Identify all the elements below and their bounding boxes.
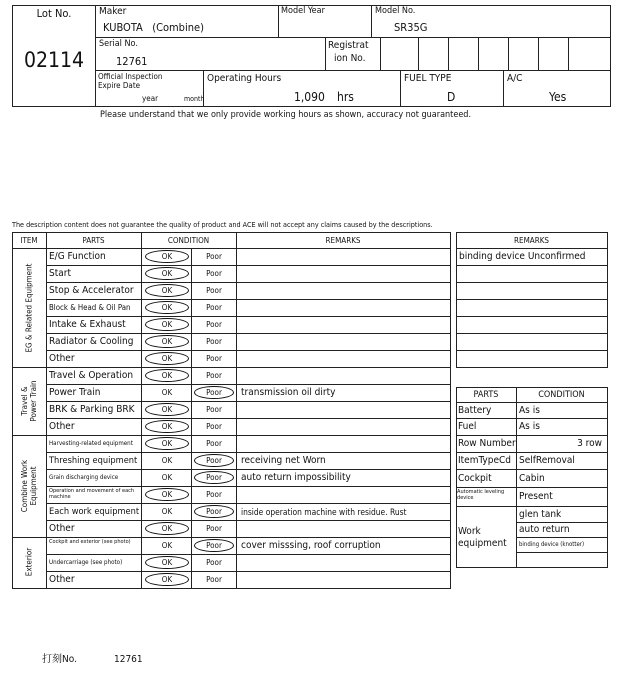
part-label: Harvesting-related equipment (49, 439, 133, 447)
part-label: Start (49, 268, 71, 279)
group-label: EG & Related Equipment (24, 263, 34, 353)
selection-circle (145, 318, 189, 331)
inspection-label-1: Official Inspection (98, 72, 163, 81)
hours-value: 1,090 (294, 90, 325, 104)
ok-option: OK (161, 456, 173, 465)
lot-number: 02114 (23, 48, 85, 72)
part-label: Undercarriage (see photo) (49, 558, 123, 566)
selection-circle (145, 352, 189, 365)
remark-text: transmission oil dirty (241, 387, 336, 398)
ac-label: A/C (507, 73, 523, 84)
maker-value: KUBOTA (Combine) (103, 21, 204, 34)
month-label: month (184, 95, 205, 103)
part-label: Threshing equipment (49, 455, 138, 467)
maker-label: Maker (99, 6, 127, 17)
work-equipment-value: glen tank (519, 508, 562, 520)
selection-circle (194, 471, 234, 484)
part-label: Operation and movement of each machine (49, 488, 135, 501)
work-equipment-value: auto return (519, 524, 570, 535)
year-label: year (142, 94, 159, 103)
fuel-type-value: D (447, 90, 456, 104)
fuel-type-label: FUEL TYPE (404, 73, 452, 84)
selection-circle (145, 301, 189, 314)
selection-circle (145, 267, 189, 280)
part-label: Cockpit and exterior (see photo) (49, 539, 131, 545)
condition-header: CONDITION (167, 236, 210, 245)
selection-circle (145, 488, 189, 501)
ok-option: OK (161, 286, 173, 295)
ok-option: OK (161, 490, 173, 499)
selection-circle (145, 437, 189, 450)
ok-option: OK (161, 541, 173, 550)
spec-part-label: Battery (458, 404, 492, 416)
poor-option: Poor (206, 541, 222, 550)
selection-circle (145, 556, 189, 569)
remark-text: receiving net Worn (241, 455, 326, 466)
spec-part-label: Fuel (458, 421, 477, 432)
poor-option: Poor (206, 422, 222, 431)
spec-value: Cabin (519, 472, 545, 484)
selection-circle (194, 539, 234, 552)
work-equipment-label-1: Work (458, 526, 481, 537)
part-label: Other (49, 421, 75, 432)
model-year-label: Model Year (281, 6, 325, 16)
registration-label-1: Registrat (328, 40, 369, 51)
selection-circle (145, 335, 189, 348)
part-label: Power Train (49, 387, 101, 398)
registration-label-2: ion No. (334, 53, 366, 64)
part-label: Travel & Operation (49, 370, 134, 381)
parts-header: PARTS (82, 236, 105, 245)
group-label: Combine Work Equipment (19, 459, 38, 513)
remark-text: auto return impossibility (241, 472, 351, 483)
poor-option: Poor (206, 439, 222, 448)
part-label: Other (49, 353, 75, 364)
ok-option: OK (161, 252, 173, 261)
spec-value: Present (519, 491, 553, 502)
part-label: Each work equipment (49, 506, 140, 518)
selection-circle (194, 386, 234, 399)
ok-option: OK (161, 371, 173, 380)
part-label: Block & Head & Oil Pan (49, 303, 131, 313)
ok-option: OK (161, 269, 173, 278)
poor-option: Poor (206, 269, 222, 278)
ok-option: OK (161, 507, 173, 516)
ok-option: OK (161, 354, 173, 363)
selection-circle (145, 403, 189, 416)
poor-option: Poor (206, 524, 222, 533)
stamp-number-label: 打刻No. (42, 654, 77, 665)
spec-part-label: Cockpit (458, 472, 492, 484)
remark-text: inside operation machine with residue. Rust (241, 506, 407, 517)
poor-option: Poor (206, 303, 222, 312)
poor-option: Poor (206, 558, 222, 567)
remarks-box-header: REMARKS (514, 236, 549, 245)
ok-option: OK (161, 439, 173, 448)
part-label: Radiator & Cooling (49, 336, 134, 347)
poor-option: Poor (206, 473, 222, 482)
spec-part-label: Automatic leveling device (457, 489, 505, 502)
hours-unit: hrs (337, 90, 354, 104)
stamp-number-value: 12761 (114, 654, 143, 665)
group-label: Exterior (24, 547, 34, 577)
poor-option: Poor (206, 456, 222, 465)
selection-circle (145, 369, 189, 382)
remark-text: cover misssing, roof corruption (241, 540, 381, 551)
poor-option: Poor (206, 320, 222, 329)
poor-option: Poor (206, 252, 222, 261)
hours-label: Operating Hours (207, 73, 282, 84)
selection-circle (194, 454, 234, 467)
ok-option: OK (161, 320, 173, 329)
poor-option: Poor (206, 388, 222, 397)
part-label: Stop & Accelerator (49, 285, 134, 296)
remarks-header: REMARKS (325, 236, 361, 245)
ok-option: OK (161, 575, 173, 584)
ac-value: Yes (549, 90, 567, 104)
group-label: Travel & Power Train (19, 380, 38, 422)
spec-condition-header: CONDITION (538, 390, 585, 400)
work-equipment-label-2: equipment (458, 538, 507, 549)
part-label: Other (49, 523, 75, 534)
spec-part-label: Row Number (458, 438, 516, 449)
inspection-label-2: Expire Date (98, 81, 141, 90)
ok-option: OK (161, 524, 173, 533)
ok-option: OK (161, 337, 173, 346)
ok-option: OK (161, 405, 173, 414)
ok-option: OK (161, 473, 173, 482)
model-no-value: SR35G (394, 21, 428, 34)
poor-option: Poor (206, 286, 222, 295)
disclaimer: The description content does not guarantee the quality of product and ACE will not accept any claims caused by the descriptions. (12, 220, 433, 229)
selection-circle (145, 522, 189, 535)
poor-option: Poor (206, 354, 222, 363)
selection-circle (145, 573, 189, 586)
part-label: BRK & Parking BRK (49, 404, 135, 415)
item-header: ITEM (20, 236, 38, 245)
ok-option: OK (161, 303, 173, 312)
lot-label: Lot No. (36, 7, 72, 20)
model-no-label: Model No. (375, 6, 416, 16)
selection-circle (145, 250, 189, 263)
serial-value: 12761 (116, 55, 148, 68)
hours-notice: Please understand that we only provide working hours as shown, accuracy not guaranteed. (100, 110, 472, 120)
poor-option: Poor (206, 575, 222, 584)
spec-value: As is (519, 404, 540, 416)
ok-option: OK (161, 558, 173, 567)
poor-option: Poor (206, 405, 222, 414)
serial-label: Serial No. (99, 39, 138, 49)
part-label: Intake & Exhaust (49, 319, 126, 330)
remarks-line: binding device Unconfirmed (459, 251, 586, 262)
spec-part-label: ItemTypeCd (458, 455, 511, 466)
part-label: Other (49, 574, 75, 585)
part-label: E/G Function (49, 251, 106, 262)
spec-value: As is (519, 421, 540, 432)
selection-circle (194, 505, 234, 518)
poor-option: Poor (206, 337, 222, 346)
spec-parts-header: PARTS (473, 390, 499, 400)
selection-circle (145, 420, 189, 433)
poor-option: Poor (206, 507, 222, 516)
poor-option: Poor (206, 490, 222, 499)
ok-option: OK (161, 388, 173, 397)
spec-value: SelfRemoval (519, 455, 575, 466)
ok-option: OK (161, 422, 173, 431)
part-label: Grain discharging device (49, 473, 119, 481)
poor-option: Poor (206, 371, 222, 380)
selection-circle (145, 284, 189, 297)
work-equipment-value: binding device (knotter) (519, 541, 585, 548)
spec-value: 3 row (577, 438, 602, 449)
